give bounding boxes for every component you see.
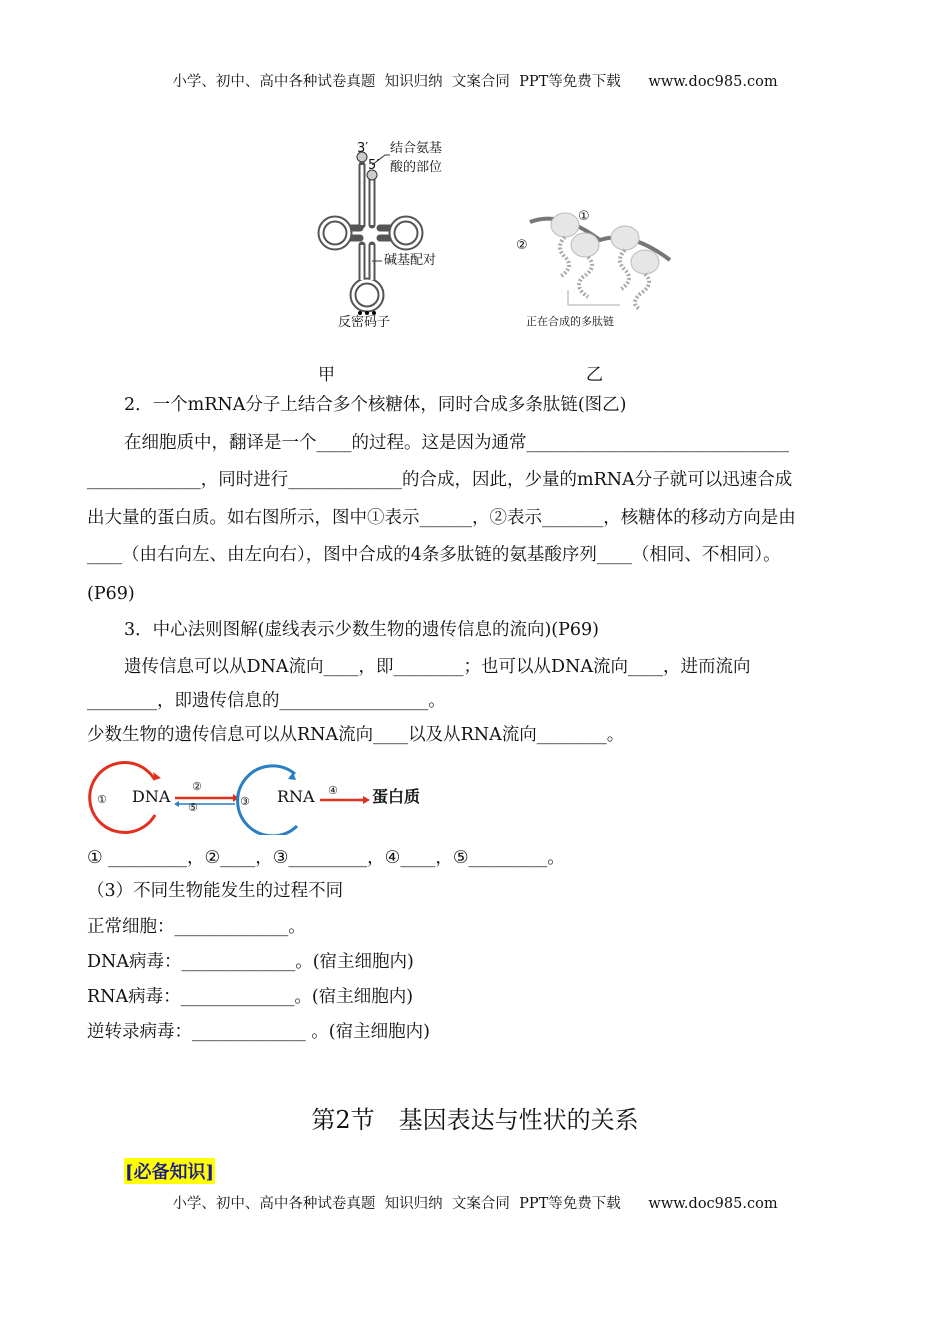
label-4: ④: [328, 784, 338, 797]
label-ribosome: ①: [578, 209, 590, 224]
q2-heading: 2．一个mRNA分子上结合多个核糖体，同时合成多条肽链(图乙): [124, 395, 627, 415]
polysome-figure: [520, 200, 680, 310]
rna-label: RNA: [277, 787, 315, 806]
q3-line: ________，即遗传信息的_________________。: [87, 691, 446, 711]
footer-text: 小学、初中、高中各种试卷真题 知识归纳 文案合同 PPT等免费下载: [172, 1196, 621, 1212]
label-5prime: 5′: [368, 158, 380, 173]
label-2: ②: [192, 780, 202, 793]
header-text: 小学、初中、高中各种试卷真题 知识归纳 文案合同 PPT等免费下载: [172, 74, 621, 90]
protein-label: 蛋白质: [372, 787, 421, 806]
label-polypeptide: 正在合成的多肽链: [526, 315, 614, 328]
label-3prime: 3′: [357, 141, 369, 156]
sub3-line: RNA病毒：_____________。(宿主细胞内): [87, 987, 414, 1007]
q2-line: 在细胞质中，翻译是一个____的过程。这是因为通常______________________________: [124, 433, 789, 453]
sub3-line: DNA病毒：_____________。(宿主细胞内): [87, 952, 414, 972]
label-base-pairing: 碱基配对: [384, 253, 437, 268]
q2-line: (P69): [87, 584, 135, 604]
sub3-line: 正常细胞：_____________。: [87, 917, 306, 937]
label-binding-site: 结合氨基: [390, 141, 443, 156]
label-5: ⑤: [188, 801, 198, 814]
q3-heading: 3．中心法则图解(虚线表示少数生物的遗传信息的流向)(P69): [124, 620, 599, 640]
q2-line: ____（由右向左、由左向右），图中合成的4条多肽链的氨基酸序列____（相同、不相同）。: [87, 545, 781, 565]
sub3-heading: （3）不同生物能发生的过程不同: [87, 881, 344, 901]
sub3-line: 逆转录病毒：_____________ 。(宿主细胞内): [87, 1022, 430, 1042]
caption-jia: 甲: [318, 365, 335, 385]
label-binding-site-2: 酸的部位: [390, 160, 443, 175]
header-url: www.doc985.com: [648, 74, 778, 90]
label-anticodon: 反密码子: [338, 315, 391, 330]
page-footer: [0, 1192, 950, 1213]
section-tag: [必备知识]: [124, 1158, 215, 1184]
q2-line: 出大量的蛋白质。如右图所示，图中①表示______，②表示_______，核糖体的移动方向是由: [87, 508, 796, 528]
label-3: ③: [240, 795, 250, 808]
label-mrna: ②: [516, 238, 528, 253]
footer-url: www.doc985.com: [648, 1196, 778, 1212]
label-1: ①: [97, 793, 107, 806]
section-title: 第2节 基因表达与性状的关系: [311, 1106, 639, 1134]
q3-line: 少数生物的遗传信息可以从RNA流向____以及从RNA流向________。: [87, 725, 625, 745]
page-header: [0, 70, 950, 91]
q2-line: _____________，同时进行_____________的合成，因此，少量的mRNA分子就可以迅速合成: [87, 470, 793, 490]
q3-line: 遗传信息可以从DNA流向____，即________；也可以从DNA流向____，进而流向: [124, 657, 751, 677]
dna-label: DNA: [132, 787, 171, 806]
caption-yi: 乙: [586, 365, 603, 385]
blanks-line: ① _________，②____，③_________，④____，⑤_________。: [87, 848, 565, 868]
